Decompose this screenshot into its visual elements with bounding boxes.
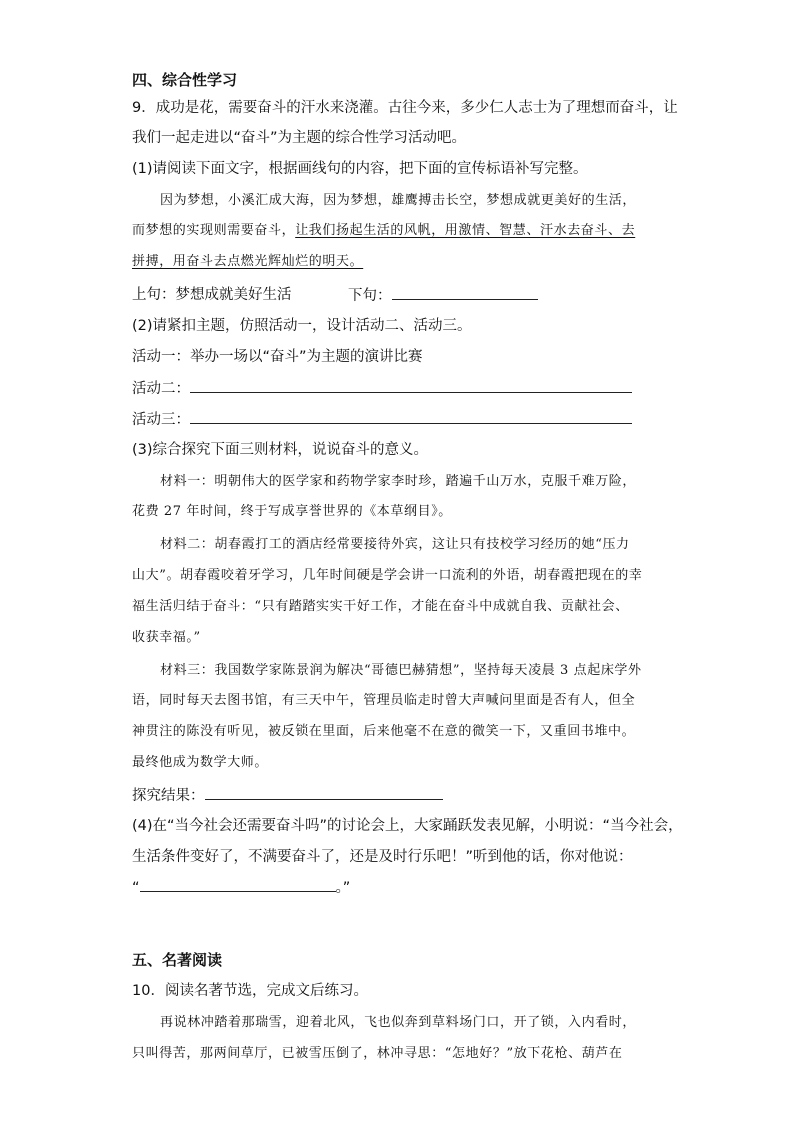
activity-three-label: 活动三： [132,412,190,428]
reply-quote-close: 。” [335,880,351,896]
activity-two-label: 活动二： [132,381,190,397]
section-four-heading: 四、综合性学习 [132,71,238,89]
passage-line-2 [132,221,635,241]
underlined-sentence-part-1: 让我们扬起生活的风帆，用激情、智慧、汗水去奋斗、去 [295,223,636,238]
upper-line-label: 上句：梦想成就美好生活 [132,287,292,303]
question-9-line-1: 9．成功是花，需要奋斗的汗水来浇灌。古往今来，多少仁人志士为了理想而奋斗，让 [132,100,678,116]
section-five-heading: 五、名著阅读 [132,951,223,969]
material-2-line-2: 山大”。胡春霞咬着牙学习，几年时间硬是学会讲一口流利的外语，胡春霞把现在的幸 [132,568,643,583]
passage-line-2-plain: 而梦想的实现则需要奋斗， [132,223,296,238]
question-9-line-2: 我们一起走进以“奋斗”为主题的综合性学习活动吧。 [132,130,467,146]
activity-two-answer-blank[interactable] [190,378,632,393]
activity-three-answer-blank[interactable] [190,409,632,424]
research-result-answer-blank[interactable] [205,785,443,800]
material-2-line-3: 福生活归结于奋斗：“只有踏踏实实干好工作，才能在奋斗中成就自我、贡献社会、 [132,599,629,614]
subquestion-2: (2)请紧扣主题，仿照活动一，设计活动二、活动三。 [132,318,472,334]
activity-one: 活动一：举办一场以“奋斗”为主题的演讲比赛 [132,349,423,365]
material-1-line-1: 材料一：明朝伟大的医学家和药物学家李时珍，踏遍千山万水，克服千难万险， [160,474,637,489]
reply-quote-row [132,877,350,898]
research-result-row [132,785,443,806]
lower-line-label: 下句： [348,288,392,304]
activity-three-row [132,409,632,430]
subquestion-1: (1)请阅读下面文字，根据画线句的内容，把下面的宣传标语补写完整。 [132,161,588,177]
material-3-line-1: 材料三：我国数学家陈景润为解决“哥德巴赫猜想”，坚持每天凌晨 3 点起床学外 [160,663,642,678]
lower-line-answer-blank[interactable] [392,285,538,300]
material-2-line-4: 收获幸福。” [132,630,201,645]
excerpt-line-1: 再说林冲踏着那瑞雪，迎着北风，飞也似奔到草料场门口，开了锁，入内看时， [160,1015,637,1030]
subquestion-4-line-2: 生活条件变好了，不满要奋斗了，还是及时行乐吧！”听到他的话，你对他说： [132,849,633,865]
lower-line-row [348,285,538,306]
research-result-label: 探究结果： [132,788,205,804]
material-1-line-2: 花费 27 年时间，终于写成享誉世界的《本草纲目》。 [132,504,452,519]
passage-line-1: 因为梦想，小溪汇成大海，因为梦想，雄鹰搏击长空，梦想成就更美好的生活， [160,193,637,208]
subquestion-3: (3)综合探究下面三则材料，说说奋斗的意义。 [132,442,429,458]
material-3-line-3: 神贯注的陈没有听见，被反锁在里面，后来他毫不在意的微笑一下，又重回书堆中。 [132,724,636,739]
passage-line-3 [132,252,363,272]
material-3-line-2: 语，同时每天去图书馆，有三天中午，管理员临走时曾大声喊问里面是否有人，但全 [132,693,636,708]
material-3-line-4: 最终他成为数学大师。 [132,755,269,770]
underlined-sentence-part-2: 拼搏，用奋斗去点燃光辉灿烂的明天。 [132,254,364,269]
material-2-line-1: 材料二：胡春霞打工的酒店经常要接待外宾，这让只有技校学习经历的她“压力 [160,537,630,552]
subquestion-4-line-1: (4)在“当今社会还需要奋斗吗”的讨论会上，大家踊跃发表见解，小明说：“当今社会， [132,818,683,834]
question-10: 10．阅读名著节选，完成文后练习。 [132,983,368,999]
activity-two-row [132,378,632,399]
reply-answer-blank[interactable] [140,877,336,892]
excerpt-line-2: 只叫得苦，那两间草厅，已被雪压倒了，林冲寻思：“怎地好？”放下花枪、葫芦在 [132,1046,623,1061]
reply-quote-open: “ [132,880,140,896]
